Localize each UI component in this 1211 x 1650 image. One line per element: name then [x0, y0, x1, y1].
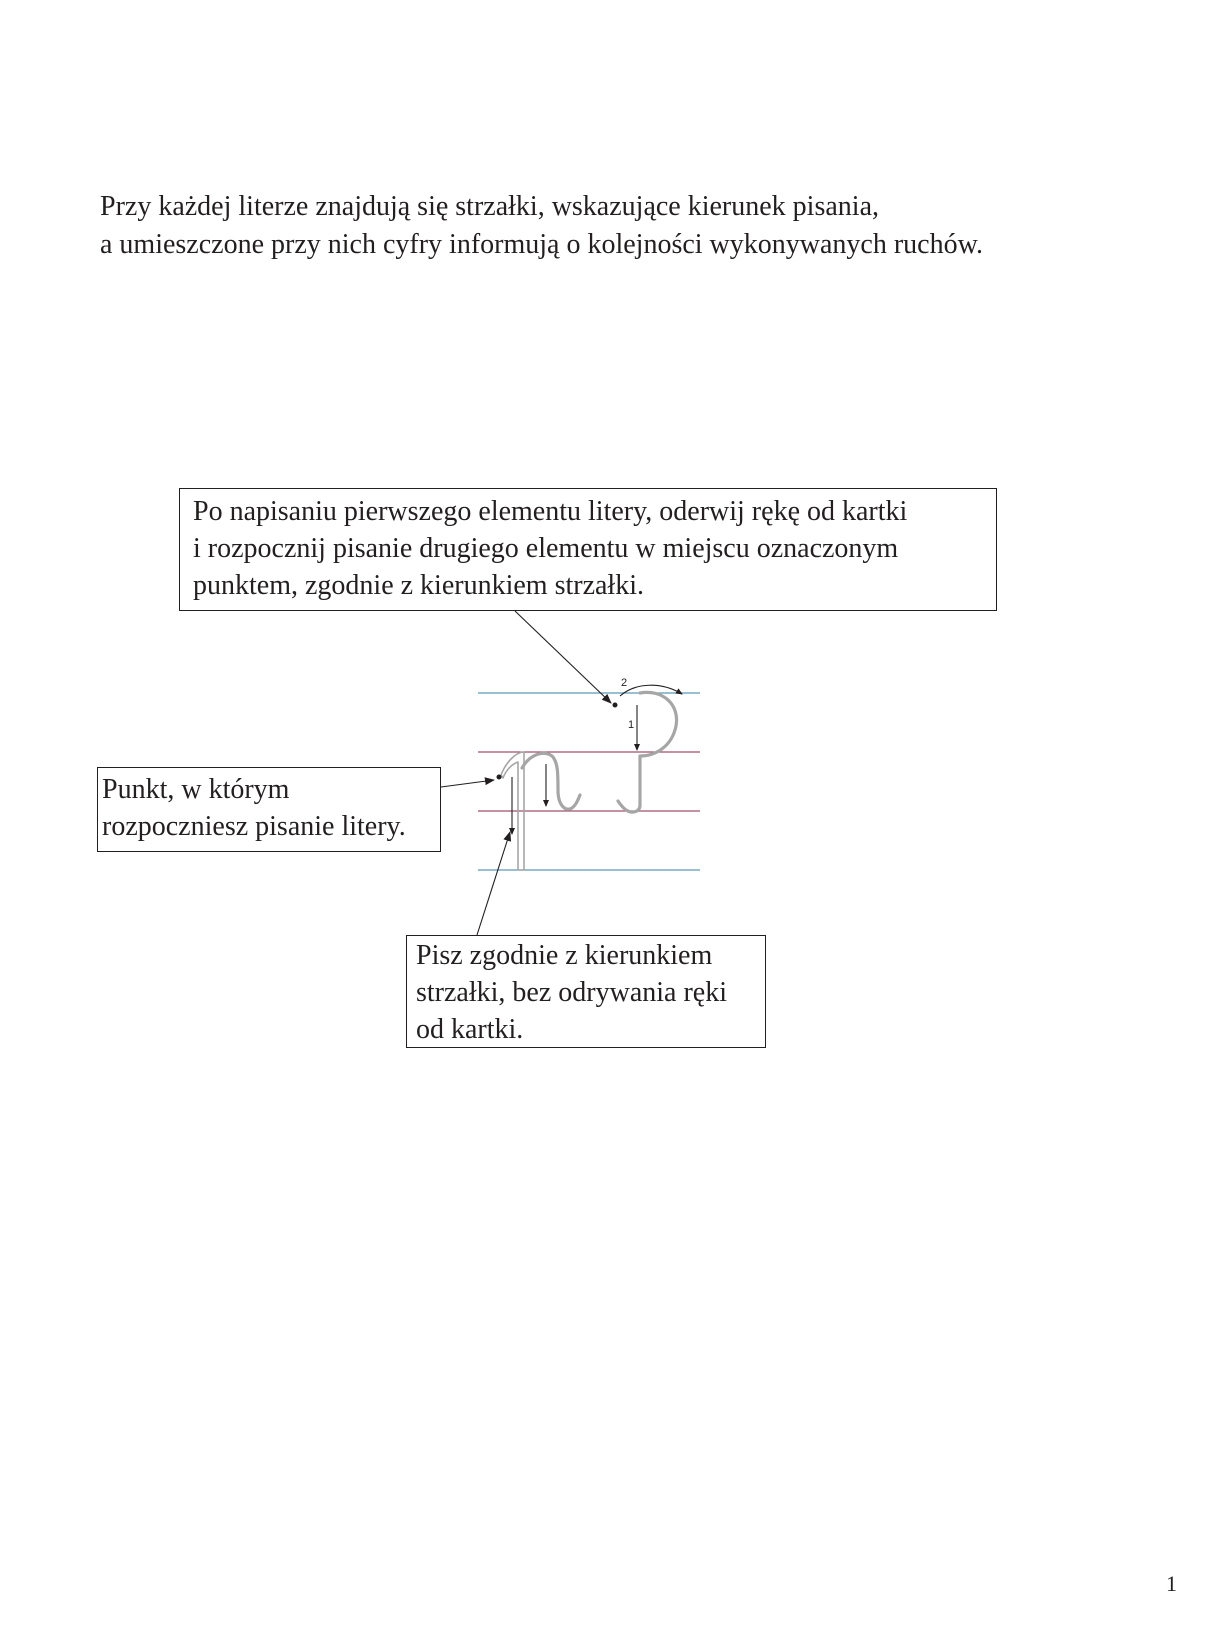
pointer-bottom-callout — [477, 832, 510, 935]
page-number: 1 — [1166, 1571, 1177, 1596]
start-dot-first — [497, 775, 502, 780]
direction-arrow-stroke-2 — [620, 685, 682, 696]
callout-top-line-1: Po napisaniu pierwszego elementu litery, oderwij rękę od kartki — [193, 496, 908, 527]
stroke-label-2: 2 — [621, 677, 628, 689]
callout-top-line-3: punktem, zgodnie z kierunkiem strzałki. — [193, 570, 644, 601]
intro-line-2: a umieszczone przy nich cyfry informują o kolejności wykonywanych ruchów. — [100, 229, 984, 260]
callout-bottom-line-1: Pisz zgodnie z kierunkiem — [416, 940, 713, 971]
callout-write-direction — [406, 935, 766, 1048]
start-dot-second — [613, 703, 618, 708]
callout-left-line-1: Punkt, w którym — [102, 774, 290, 805]
callout-left-line-2: rozpoczniesz pisanie litery. — [102, 811, 406, 842]
callout-second-element — [179, 488, 997, 611]
intro-line-1: Przy każdej literze znajdują się strzałki, wskazujące kierunek pisania, — [100, 191, 879, 222]
pointer-left-callout — [441, 780, 494, 787]
pointer-top-callout — [515, 611, 611, 703]
letter-arch-outline — [522, 753, 580, 809]
stroke-label-1: 1 — [628, 719, 635, 731]
callout-bottom-line-3: od kartki. — [416, 1014, 524, 1045]
callout-top-line-2: i rozpocznij pisanie drugiego elementu w miejscu oznaczonym — [193, 533, 899, 564]
callout-start-point — [97, 767, 441, 852]
callout-bottom-line-2: strzałki, bez odrywania ręki — [416, 977, 727, 1008]
